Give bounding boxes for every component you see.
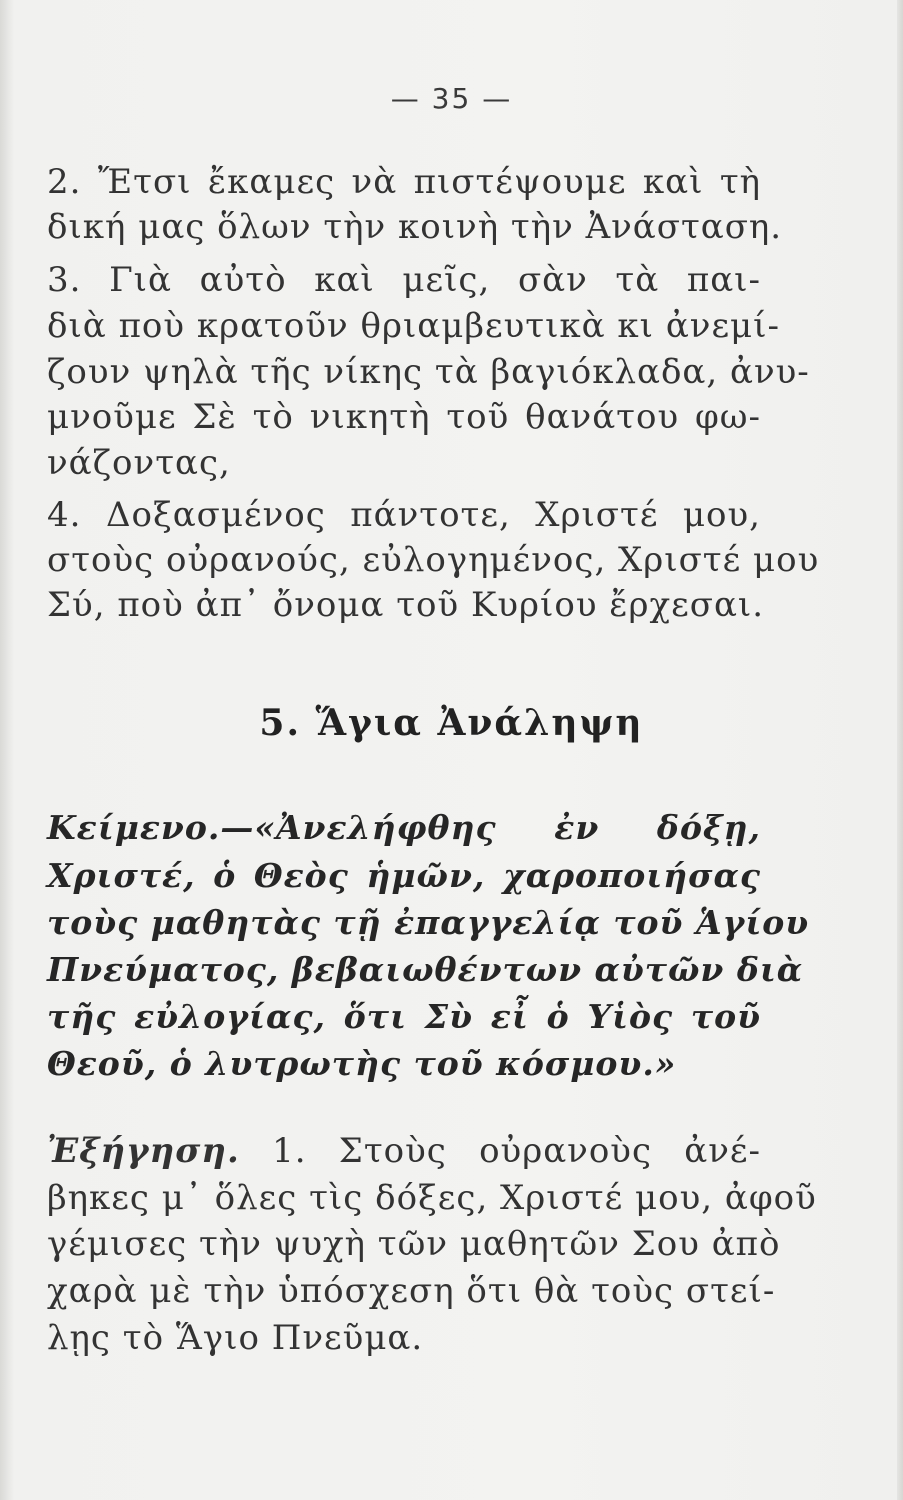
text-line-1: Κείμενο.—«Ἀνελήφθης ἐν δόξῃ, bbox=[47, 808, 761, 847]
page-number: — 35 — bbox=[390, 82, 513, 115]
paragraph-2-line-1: 2. Ἔτσι ἔκαμες νὰ πιστέψουμε καὶ τὴ bbox=[47, 162, 761, 202]
text-line-3: τοὺς μαθητὰς τῇ ἐπαγγελίᾳ τοῦ Ἁγίου bbox=[47, 903, 810, 942]
paragraph-3-line-2: διὰ ποὺ κρατοῦν θριαμβευτικὰ κι ἀνεμί- bbox=[47, 306, 780, 346]
explanation-label: Ἐξήγηση. bbox=[47, 1131, 240, 1171]
explanation-line-2: βηκες μ᾿ ὅλες τὶς δόξες, Χριστέ μου, ἀφοῦ bbox=[47, 1178, 817, 1218]
text-line-6: Θεοῦ, ὁ λυτρωτὴς τοῦ κόσμου.» bbox=[47, 1044, 677, 1083]
section-heading: 5. Ἅγια Ἀνάληψη bbox=[259, 702, 644, 744]
paragraph-3-line-3: ζουν ψηλὰ τῆς νίκης τὰ βαγιόκλαδα, ἀνυ- bbox=[47, 352, 810, 392]
page-edge bbox=[897, 0, 903, 1500]
text-line-4: Πνεύματος, βεβαιωθέντων αὐτῶν διὰ bbox=[47, 950, 804, 989]
paragraph-3-line-1: 3. Γιὰ αὐτὸ καὶ μεῖς, σὰν τὰ παι- bbox=[47, 260, 761, 300]
explanation-line-3: γέμισες τὴν ψυχὴ τῶν μαθητῶν Σου ἀπὸ bbox=[47, 1224, 781, 1264]
paragraph-4-line-2: στοὺς οὐρανούς, εὐλογημένος, Χριστέ μου bbox=[47, 540, 820, 580]
paragraph-3-line-5: νάζοντας, bbox=[47, 443, 231, 483]
explanation-line-1-text: 1. Στοὺς οὐρανοὺς ἀνέ- bbox=[272, 1131, 762, 1171]
text-line-5: τῆς εὐλογίας, ὅτι Σὺ εἶ ὁ Υἱὸς τοῦ bbox=[47, 997, 761, 1036]
text-line-2: Χριστέ, ὁ Θεὸς ἡμῶν, χαροποιήσας bbox=[47, 856, 761, 895]
paragraph-4-line-3: Σύ, ποὺ ἀπ᾿ ὄνομα τοῦ Κυρίου ἔρχεσαι. bbox=[47, 585, 765, 625]
paragraph-3-line-4: μνοῦμε Σὲ τὸ νικητὴ τοῦ θανάτου φω- bbox=[47, 397, 761, 437]
explanation-line-5: λῃς τὸ Ἅγιο Πνεῦμα. bbox=[47, 1318, 424, 1358]
explanation-line-1 bbox=[47, 1129, 761, 1174]
paragraph-4-line-1: 4. Δοξασμένος πάντοτε, Χριστέ μου, bbox=[47, 495, 761, 535]
paragraph-2-line-2: δική μας ὅλων τὴν κοινὴ τὴν Ἀνάσταση. bbox=[47, 207, 783, 247]
explanation-line-4: χαρὰ μὲ τὴν ὑπόσχεση ὅτι θὰ τοὺς στεί- bbox=[47, 1271, 776, 1311]
